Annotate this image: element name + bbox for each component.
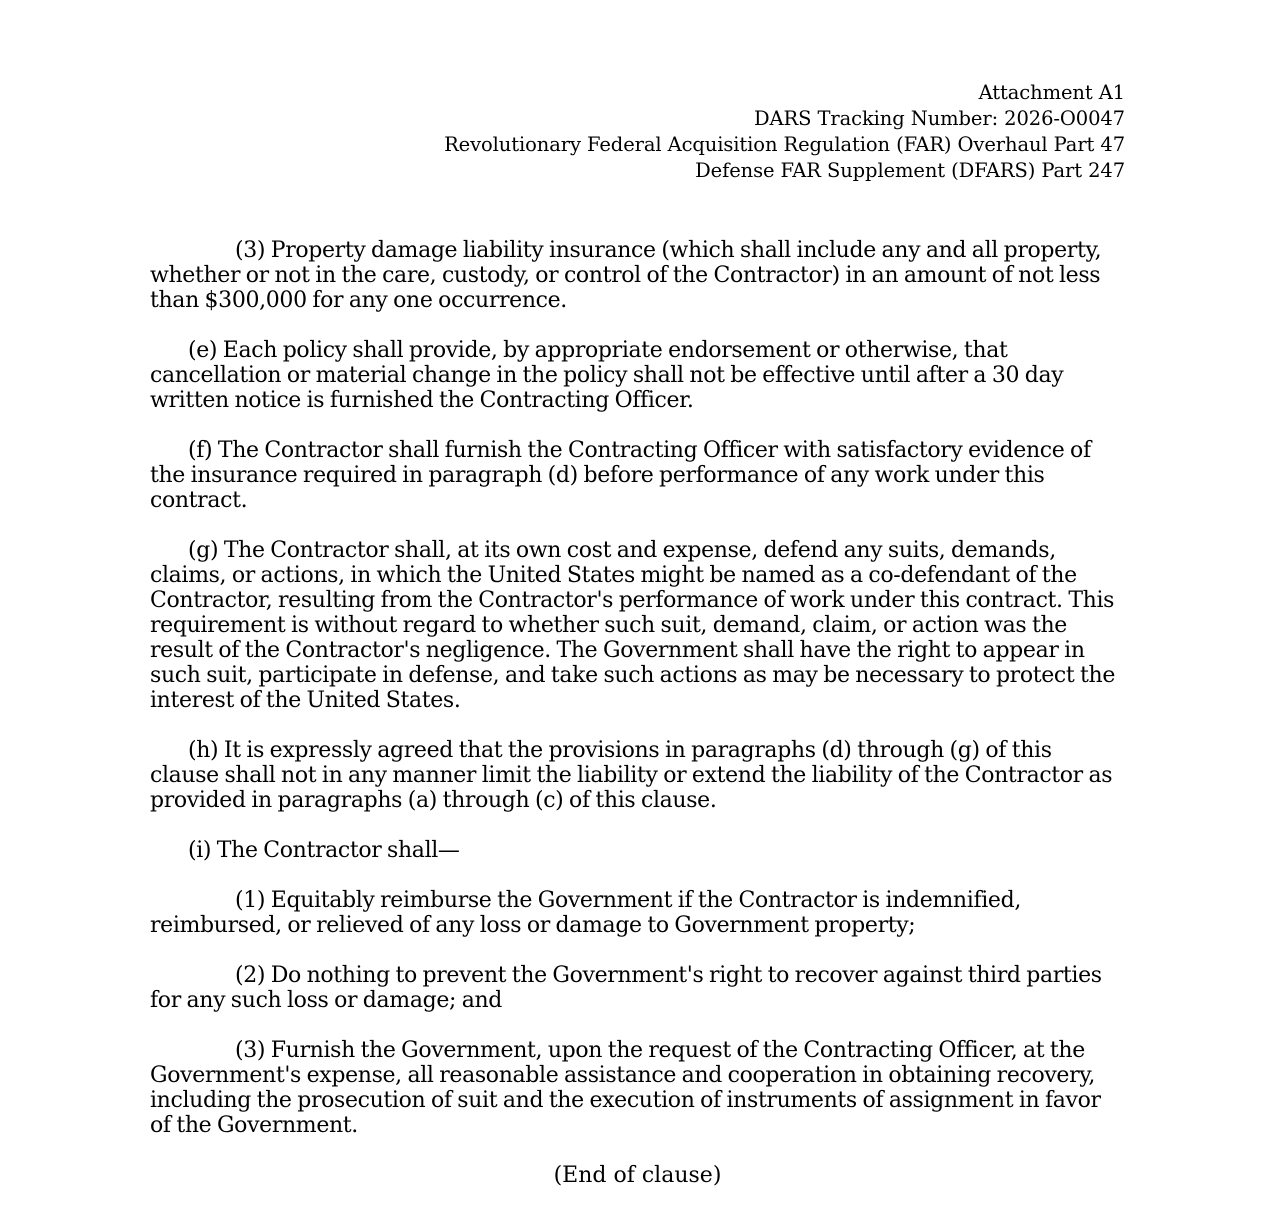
header-dfars-part: Defense FAR Supplement (DFARS) Part 247	[695, 159, 1125, 182]
paragraph-f: (f) The Contractor shall furnish the Contracting Officer with satisfactory evidence of the insurance required in paragraph (d) before performance of any work under this contract.	[150, 438, 1091, 513]
paragraph-g: (g) The Contractor shall, at its own cost and expense, defend any suits, demands, claims, or actions, in which the United States might be named as a co-defendant of the Contractor, resulting from the Contractor's performance of work under this contract. This requirement is without regard to whether such suit, demand, claim, or action was the result of the Contractor's negligence. The Government shall have the right to appear in such suit, participate in defense, and take such actions as may be necessary to protect the interest of the United States.	[150, 538, 1115, 713]
paragraph-i: (i) The Contractor shall—	[188, 838, 460, 863]
paragraph-i1: (1) Equitably reimburse the Government if the Contractor is indemnified, reimbursed, or relieved of any loss or damage to Government property;	[150, 888, 1021, 938]
end-of-clause: (End of clause)	[553, 1163, 722, 1188]
header-far-part: Revolutionary Federal Acquisition Regulation (FAR) Overhaul Part 47	[444, 133, 1125, 156]
paragraph-i2: (2) Do nothing to prevent the Government's right to recover against third parties for any such loss or damage; and	[150, 963, 1102, 1013]
document-page	[150, 80, 1125, 1188]
paragraph-i3: (3) Furnish the Government, upon the request of the Contracting Officer, at the Government's expense, all reasonable assistance and cooperation in obtaining recovery, including the prosecution of suit and the execution of instruments of assignment in favor of the Government.	[150, 1038, 1101, 1138]
header-attachment: Attachment A1	[978, 81, 1125, 104]
paragraph-e: (e) Each policy shall provide, by appropriate endorsement or otherwise, that cancellation or material change in the policy shall not be effective until after a 30 day written notice is furnished the Contracting Officer.	[150, 338, 1064, 413]
paragraph-d3: (3) Property damage liability insurance (which shall include any and all property, whether or not in the care, custody, or control of the Contractor) in an amount of not less than $300,000 for any one occurrence.	[150, 238, 1102, 313]
header-tracking-number: DARS Tracking Number: 2026-O0047	[754, 107, 1125, 130]
document-header	[150, 80, 1125, 184]
document-body	[150, 238, 1125, 1188]
paragraph-h: (h) It is expressly agreed that the provisions in paragraphs (d) through (g) of this clause shall not in any manner limit the liability or extend the liability of the Contractor as provided in paragraphs (a) through (c) of this clause.	[150, 738, 1113, 813]
